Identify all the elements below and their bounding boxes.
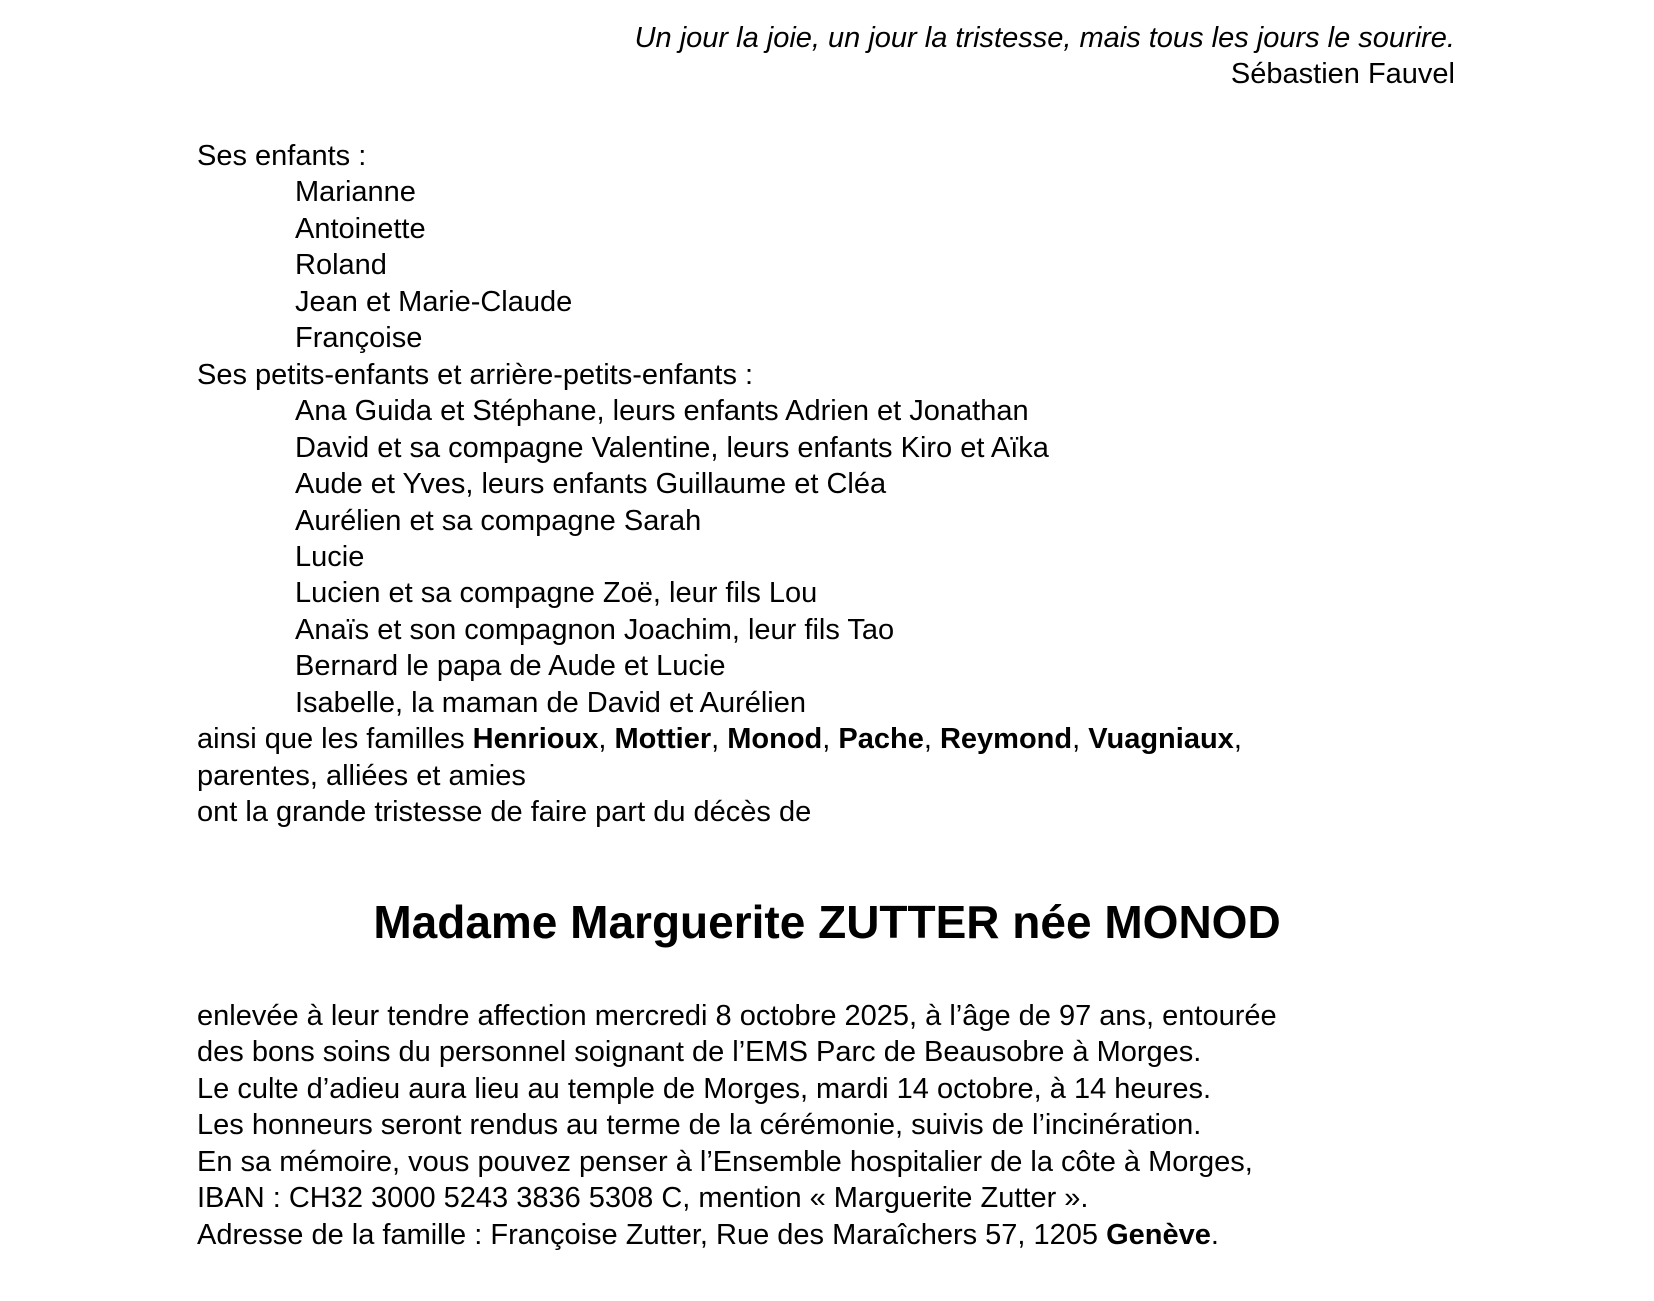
family-line xyxy=(197,320,1614,356)
text-run: Ses petits-enfants et arrière-petits-enfants : xyxy=(197,358,754,391)
announcement-text xyxy=(197,998,1614,1253)
text-run: ont la grande tristesse de faire part du décès de xyxy=(197,796,812,829)
text-run: Lucien et sa compagne Zoë, leur fils Lou xyxy=(295,577,818,610)
text-run: Adresse de la famille : Françoise Zutter, Rue des Maraîchers 57, 1205 xyxy=(197,1218,1107,1251)
text-run: Aurélien et sa compagne Sarah xyxy=(295,504,702,537)
family-line xyxy=(197,575,1614,611)
text-run: , xyxy=(1072,723,1089,756)
text-run-bold: Genève xyxy=(1106,1218,1211,1251)
family-line xyxy=(197,138,1614,174)
text-run: David et sa compagne Valentine, leurs enfants Kiro et Aïka xyxy=(295,431,1049,464)
text-run: parentes, alliées et amies xyxy=(197,759,526,792)
text-run: Françoise xyxy=(295,322,423,355)
text-run: . xyxy=(1210,1218,1219,1251)
announcement-line xyxy=(197,1217,1614,1253)
text-run: , xyxy=(711,723,728,756)
family-line xyxy=(197,503,1614,539)
family-line xyxy=(197,466,1614,502)
family-line xyxy=(197,174,1614,210)
text-run: Les honneurs seront rendus au terme de la cérémonie, suivis de l’incinération. xyxy=(197,1109,1202,1142)
family-list xyxy=(197,138,1614,831)
family-line xyxy=(197,758,1614,794)
announcement-line xyxy=(197,1180,1614,1216)
text-run: Marianne xyxy=(295,176,416,209)
text-run: des bons soins du personnel soignant de l’EMS Parc de Beausobre à Morges. xyxy=(197,1036,1202,1069)
text-run-bold: Henrioux xyxy=(472,723,599,756)
announcement-line xyxy=(197,998,1614,1034)
text-run: Anaïs et son compagnon Joachim, leur fils Tao xyxy=(295,613,895,646)
announcement-line xyxy=(197,1071,1614,1107)
text-run: En sa mémoire, vous pouvez penser à l’Ensemble hospitalier de la côte à Morges, xyxy=(197,1145,1253,1178)
text-run: Ses enfants : xyxy=(197,140,367,172)
text-run: Bernard le papa de Aude et Lucie xyxy=(295,650,726,683)
epigraph-quote: Un jour la joie, un jour la tristesse, mais tous les jours le sourire. xyxy=(634,22,1455,54)
deceased-name-title: Madame Marguerite ZUTTER née MONOD xyxy=(373,896,1281,948)
text-run: , xyxy=(598,723,615,756)
text-run: , xyxy=(1233,723,1242,756)
family-line xyxy=(197,721,1614,757)
text-run-bold: Monod xyxy=(727,723,823,756)
text-run: enlevée à leur tendre affection mercredi 8 octobre 2025, à l’âge de 97 ans, entourée xyxy=(197,1000,1277,1032)
text-run: , xyxy=(822,723,839,756)
family-line xyxy=(197,648,1614,684)
text-run: Jean et Marie-Claude xyxy=(295,285,573,318)
text-run: IBAN : CH32 3000 5243 3836 5308 C, mention « Marguerite Zutter ». xyxy=(197,1182,1089,1215)
epigraph-attribution: Sébastien Fauvel xyxy=(1230,58,1455,91)
announcement-line xyxy=(197,1034,1614,1070)
family-line xyxy=(197,794,1614,830)
text-run: ainsi que les familles xyxy=(197,723,473,756)
family-line xyxy=(197,393,1614,429)
text-run-bold: Pache xyxy=(838,723,924,756)
announcement-line xyxy=(197,1107,1614,1143)
text-run: Aude et Yves, leurs enfants Guillaume et Cléa xyxy=(295,468,887,501)
text-run-bold: Mottier xyxy=(614,723,712,756)
family-line xyxy=(197,284,1614,320)
family-line xyxy=(197,211,1614,247)
text-run: , xyxy=(923,723,940,756)
family-line xyxy=(197,430,1614,466)
family-line xyxy=(197,357,1614,393)
text-run-bold: Vuagniaux xyxy=(1088,723,1234,756)
text-run-bold: Reymond xyxy=(939,723,1073,756)
family-line xyxy=(197,685,1614,721)
epigraph xyxy=(635,20,1455,93)
text-run: Lucie xyxy=(295,540,365,573)
text-run: Roland xyxy=(295,249,387,282)
family-line xyxy=(197,539,1614,575)
text-run: Le culte d’adieu aura lieu au temple de Morges, mardi 14 octobre, à 14 heures. xyxy=(197,1072,1212,1105)
text-run: Isabelle, la maman de David et Aurélien xyxy=(295,686,807,719)
family-line xyxy=(197,612,1614,648)
text-run: Ana Guida et Stéphane, leurs enfants Adrien et Jonathan xyxy=(295,395,1029,428)
family-line xyxy=(197,247,1614,283)
text-run: Antoinette xyxy=(295,212,426,245)
announcement-line xyxy=(197,1144,1614,1180)
